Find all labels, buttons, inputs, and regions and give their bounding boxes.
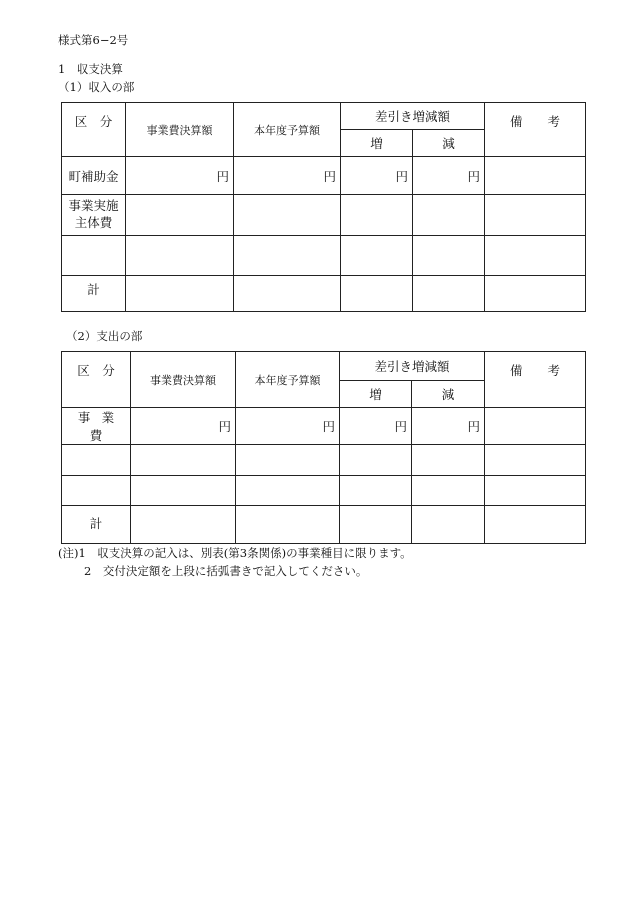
remarks-cell — [485, 276, 586, 312]
settlement-cell — [131, 506, 236, 544]
header-increase: 増 — [340, 381, 412, 408]
settlement-cell — [131, 476, 236, 506]
remarks-cell — [485, 408, 586, 445]
increase-cell — [340, 476, 412, 506]
row-label-line: 事業実施 — [68, 198, 119, 214]
header-budget: 本年度予算額 — [234, 103, 341, 157]
settlement-cell — [126, 236, 234, 276]
row-label — [62, 476, 131, 506]
header-settlement: 事業費決算額 — [131, 352, 236, 408]
settlement-cell — [126, 195, 234, 236]
table-row — [62, 195, 586, 236]
increase-cell: 円 — [341, 157, 413, 195]
row-label: 町補助金 — [62, 157, 126, 195]
section-title: 1 収支決算 — [58, 62, 123, 76]
header-increase: 増 — [341, 130, 413, 157]
decrease-cell — [413, 276, 485, 312]
increase-cell — [340, 506, 412, 544]
decrease-cell — [413, 236, 485, 276]
row-label — [62, 236, 126, 276]
remarks-cell — [485, 506, 586, 544]
remarks-cell — [485, 445, 586, 476]
total-label: 計 — [62, 276, 126, 312]
header-decrease: 減 — [412, 381, 485, 408]
decrease-cell: 円 — [412, 408, 485, 445]
total-label: 計 — [62, 506, 131, 544]
header-category: 区 分 — [62, 352, 131, 408]
budget-cell: 円 — [236, 408, 340, 445]
table-row-total — [62, 506, 586, 544]
settlement-cell: 円 — [131, 408, 236, 445]
settlement-cell: 円 — [126, 157, 234, 195]
income-table — [61, 102, 586, 312]
increase-cell — [341, 195, 413, 236]
note-2: 2 交付決定額を上段に括弧書きで記入してください。 — [84, 564, 368, 578]
budget-cell — [236, 506, 340, 544]
table-row — [62, 408, 586, 445]
remarks-cell — [485, 195, 586, 236]
header-budget: 本年度予算額 — [236, 352, 340, 408]
row-label: 事業費 — [62, 408, 131, 445]
settlement-cell — [126, 276, 234, 312]
row-label — [62, 195, 126, 236]
header-decrease: 減 — [413, 130, 485, 157]
header-difference: 差引き増減額 — [340, 352, 485, 381]
row-label-line: 主体費 — [74, 215, 113, 230]
budget-cell: 円 — [234, 157, 341, 195]
budget-cell — [234, 276, 341, 312]
settlement-cell — [131, 445, 236, 476]
note-1: (注)1 収支決算の記入は、別表(第3条関係)の事業種目に限ります。 — [58, 546, 412, 560]
decrease-cell — [412, 445, 485, 476]
increase-cell — [340, 445, 412, 476]
header-difference: 差引き増減額 — [341, 103, 485, 130]
budget-cell — [236, 445, 340, 476]
increase-cell — [341, 276, 413, 312]
header-settlement: 事業費決算額 — [126, 103, 234, 157]
expense-subtitle: （2）支出の部 — [66, 329, 143, 343]
budget-cell — [234, 236, 341, 276]
header-remarks: 備 考 — [485, 103, 586, 157]
table-row — [62, 476, 586, 506]
decrease-cell — [412, 506, 485, 544]
expense-table — [61, 351, 586, 544]
table-row — [62, 157, 586, 195]
remarks-cell — [485, 476, 586, 506]
header-remarks: 備 考 — [485, 352, 586, 408]
increase-cell — [341, 236, 413, 276]
income-subtitle: （1）収入の部 — [58, 80, 135, 94]
decrease-cell — [413, 195, 485, 236]
table-row — [62, 445, 586, 476]
increase-cell: 円 — [340, 408, 412, 445]
remarks-cell — [485, 157, 586, 195]
remarks-cell — [485, 236, 586, 276]
budget-cell — [236, 476, 340, 506]
header-category: 区 分 — [62, 103, 126, 157]
table-row-total — [62, 276, 586, 312]
decrease-cell: 円 — [413, 157, 485, 195]
table-row — [62, 236, 586, 276]
decrease-cell — [412, 476, 485, 506]
row-label — [62, 445, 131, 476]
budget-cell — [234, 195, 341, 236]
form-number: 様式第6−2号 — [58, 33, 129, 47]
